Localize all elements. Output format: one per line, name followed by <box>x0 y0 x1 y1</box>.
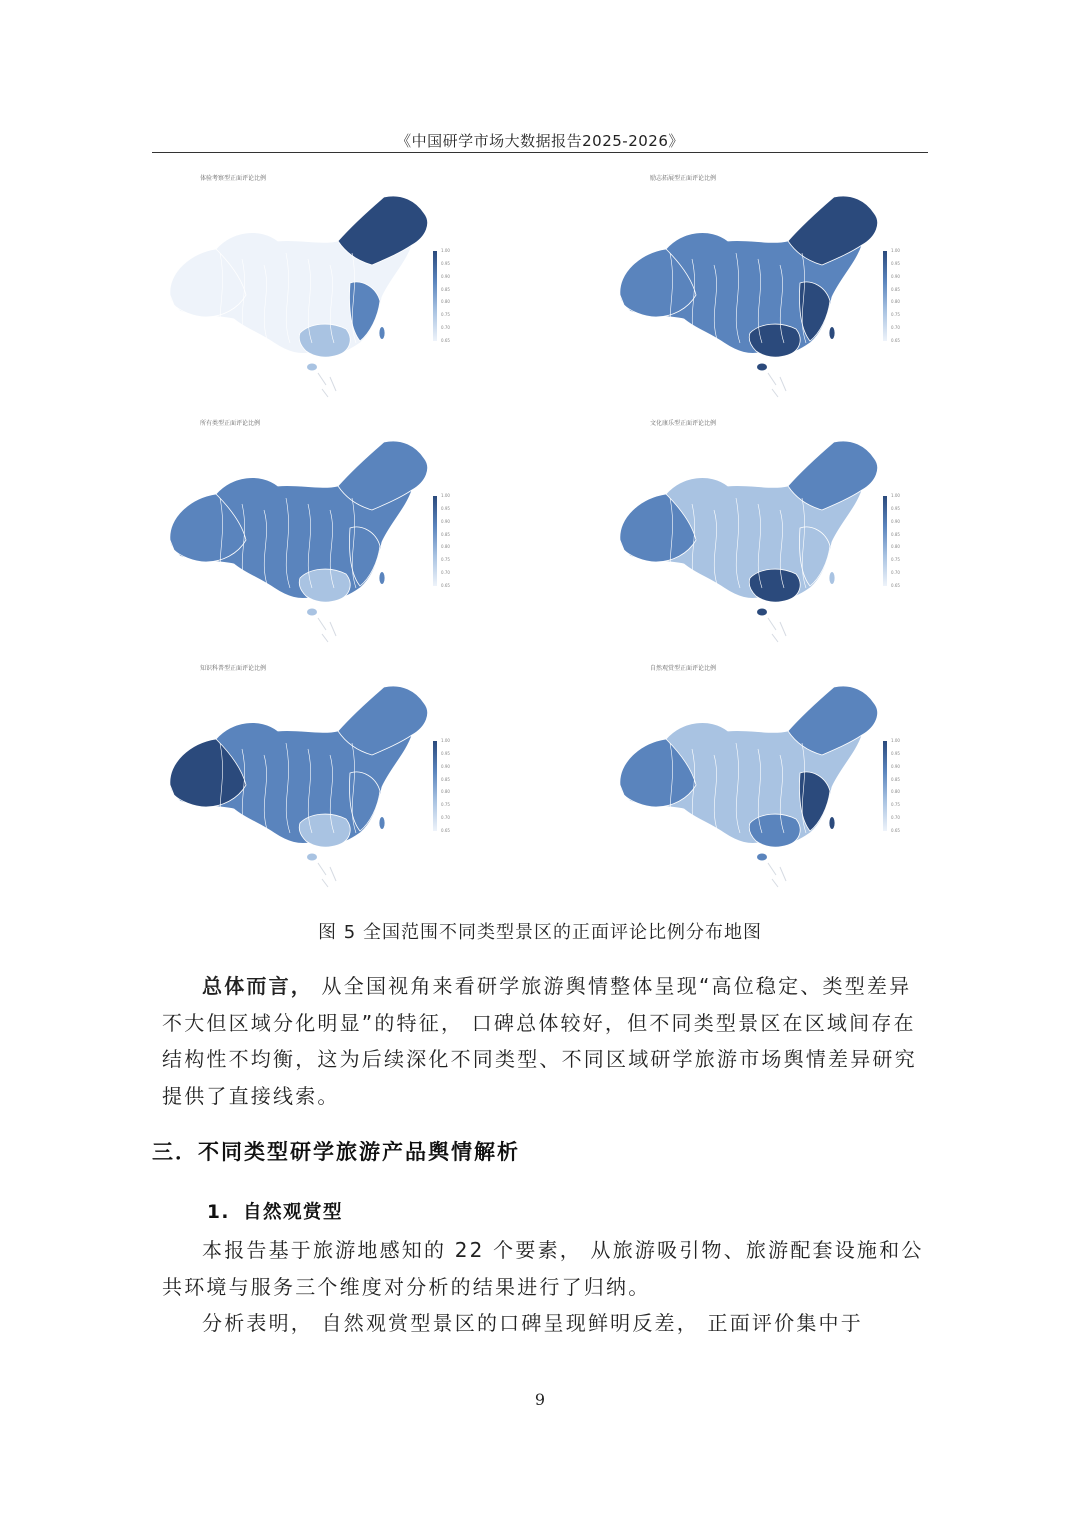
paragraph-summary <box>162 968 928 1114</box>
legend-tick-label: 0.70 <box>441 325 450 331</box>
color-scale-legend <box>883 493 913 588</box>
legend-tick-label: 0.75 <box>441 802 450 808</box>
color-scale-legend <box>883 738 913 833</box>
china-map <box>600 673 900 888</box>
legend-gradient-bar <box>433 496 437 586</box>
legend-tick-label: 0.85 <box>441 286 450 292</box>
legend-tick-label: 1.00 <box>891 738 900 743</box>
legend-gradient-bar <box>883 251 887 341</box>
sub-heading-text: 自然观赏型 <box>243 1202 344 1223</box>
legend-tick-label: 0.85 <box>891 286 900 292</box>
map-island-taiwan <box>829 817 834 829</box>
legend-tick-label: 0.70 <box>891 815 900 821</box>
legend-tick-label: 0.80 <box>891 544 900 550</box>
china-map <box>150 673 450 888</box>
legend-tick-label: 0.90 <box>891 763 900 769</box>
legend-tick-label: 0.95 <box>891 750 900 756</box>
color-scale-legend <box>433 738 463 833</box>
map-south-sea-inset <box>318 618 336 642</box>
paragraph-analysis: 分析表明， 自然观赏型景区的口碑呈现鲜明反差， 正面评价集中于 <box>202 1311 863 1335</box>
legend-tick-label: 0.85 <box>891 776 900 782</box>
legend-tick-label: 0.85 <box>891 531 900 537</box>
legend-tick-label: 0.70 <box>441 815 450 821</box>
map-south-sea-inset <box>318 863 336 887</box>
legend-ticks <box>891 249 900 343</box>
legend-tick-label: 0.85 <box>441 776 450 782</box>
map-island-hainan <box>757 609 767 616</box>
map-panel <box>150 655 450 890</box>
legend-tick-label: 0.65 <box>441 337 450 343</box>
legend-tick-label: 0.85 <box>441 531 450 537</box>
map-panel <box>600 655 900 890</box>
legend-tick-label: 0.90 <box>441 518 450 524</box>
map-island-hainan <box>307 364 317 371</box>
map-title: 文化康乐型正面评论比例 <box>650 420 717 427</box>
sub-heading-number: 1. <box>207 1202 230 1223</box>
map-island-hainan <box>307 609 317 616</box>
map-south-sea-inset <box>768 373 786 397</box>
color-scale-legend <box>433 248 463 343</box>
legend-tick-label: 0.75 <box>891 802 900 808</box>
map-south-sea-inset <box>318 373 336 397</box>
legend-tick-label: 0.90 <box>891 518 900 524</box>
map-island-hainan <box>757 364 767 371</box>
china-map <box>150 428 450 643</box>
map-panel <box>150 165 450 400</box>
legend-gradient-bar <box>883 741 887 831</box>
header-rule <box>152 152 928 153</box>
map-region-northeast <box>788 196 878 265</box>
legend-tick-label: 0.90 <box>441 273 450 279</box>
legend-tick-label: 0.95 <box>891 260 900 266</box>
legend-tick-label: 0.75 <box>891 557 900 563</box>
map-island-hainan <box>307 854 317 861</box>
running-header: 《中国研学市场大数据报告2025-2026》 <box>396 132 684 150</box>
legend-tick-label: 0.80 <box>891 789 900 795</box>
map-title: 自然观赏型正面评论比例 <box>650 665 717 672</box>
legend-tick-label: 0.65 <box>891 582 900 588</box>
legend-ticks <box>891 494 900 588</box>
legend-tick-label: 0.90 <box>891 273 900 279</box>
map-island-taiwan <box>379 572 384 584</box>
figure-caption: 图 5 全国范围不同类型景区的正面评论比例分布地图 <box>318 922 762 943</box>
legend-tick-label: 1.00 <box>441 738 450 743</box>
page-number: 9 <box>534 1390 546 1409</box>
paragraph-lead: 总体而言， <box>202 974 313 998</box>
china-map <box>600 183 900 398</box>
legend-ticks <box>441 494 450 588</box>
legend-tick-label: 1.00 <box>441 248 450 253</box>
color-scale-legend <box>433 493 463 588</box>
legend-ticks <box>891 739 900 833</box>
map-south-sea-inset <box>768 618 786 642</box>
legend-tick-label: 1.00 <box>891 493 900 498</box>
map-title: 所有类型正面评论比例 <box>200 420 261 427</box>
china-map <box>600 428 900 643</box>
legend-gradient-bar <box>433 741 437 831</box>
legend-tick-label: 0.70 <box>891 570 900 576</box>
legend-tick-label: 0.65 <box>441 582 450 588</box>
color-scale-legend <box>883 248 913 343</box>
map-panel <box>600 165 900 400</box>
paragraph-text: 从全国视角来看研学旅游舆情整体呈现“高位稳定、类型差异不大但区域分化明显”的特征， 口碑总体较好，但不同类型景区在区域间存在结构性不均衡，这为后续深化不同类型、不同区域研学旅游市场舆情差异研究提供了直接线索。 <box>162 974 917 1108</box>
map-title: 励志拓展型正面评论比例 <box>650 175 717 182</box>
legend-ticks <box>441 249 450 343</box>
legend-tick-label: 0.80 <box>441 544 450 550</box>
legend-tick-label: 0.95 <box>891 505 900 511</box>
map-title: 知识科普型正面评论比例 <box>200 665 267 672</box>
legend-tick-label: 0.95 <box>441 750 450 756</box>
legend-tick-label: 1.00 <box>891 248 900 253</box>
map-title: 体验考察型正面评论比例 <box>200 175 267 182</box>
legend-gradient-bar <box>883 496 887 586</box>
section-heading: 三．不同类型研学旅游产品舆情解析 <box>152 1140 520 1164</box>
legend-tick-label: 0.95 <box>441 505 450 511</box>
legend-tick-label: 0.65 <box>891 337 900 343</box>
map-region-northeast <box>338 441 428 510</box>
legend-tick-label: 0.70 <box>441 570 450 576</box>
legend-tick-label: 1.00 <box>441 493 450 498</box>
sub-heading <box>207 1198 343 1224</box>
legend-tick-label: 0.70 <box>891 325 900 331</box>
map-island-hainan <box>757 854 767 861</box>
legend-tick-label: 0.75 <box>441 312 450 318</box>
figure-maps-grid <box>150 165 930 885</box>
map-region-northeast <box>788 686 878 755</box>
legend-tick-label: 0.80 <box>891 299 900 305</box>
map-south-sea-inset <box>768 863 786 887</box>
legend-ticks <box>441 739 450 833</box>
map-island-taiwan <box>379 817 384 829</box>
legend-tick-label: 0.65 <box>891 827 900 833</box>
legend-tick-label: 0.80 <box>441 299 450 305</box>
legend-gradient-bar <box>433 251 437 341</box>
legend-tick-label: 0.90 <box>441 763 450 769</box>
map-island-taiwan <box>379 327 384 339</box>
map-island-taiwan <box>829 572 834 584</box>
legend-tick-label: 0.95 <box>441 260 450 266</box>
map-island-taiwan <box>829 327 834 339</box>
legend-tick-label: 0.75 <box>891 312 900 318</box>
map-panel <box>150 410 450 645</box>
legend-tick-label: 0.80 <box>441 789 450 795</box>
map-region-northeast <box>338 196 428 265</box>
map-region-northeast <box>338 686 428 755</box>
map-panel <box>600 410 900 645</box>
legend-tick-label: 0.75 <box>441 557 450 563</box>
legend-tick-label: 0.65 <box>441 827 450 833</box>
china-map <box>150 183 450 398</box>
map-region-northeast <box>788 441 878 510</box>
paragraph-method: 本报告基于旅游地感知的 22 个要素， 从旅游吸引物、旅游配套设施和公共环境与服务三个维度对分析的结果进行了归纳。 <box>162 1238 924 1299</box>
